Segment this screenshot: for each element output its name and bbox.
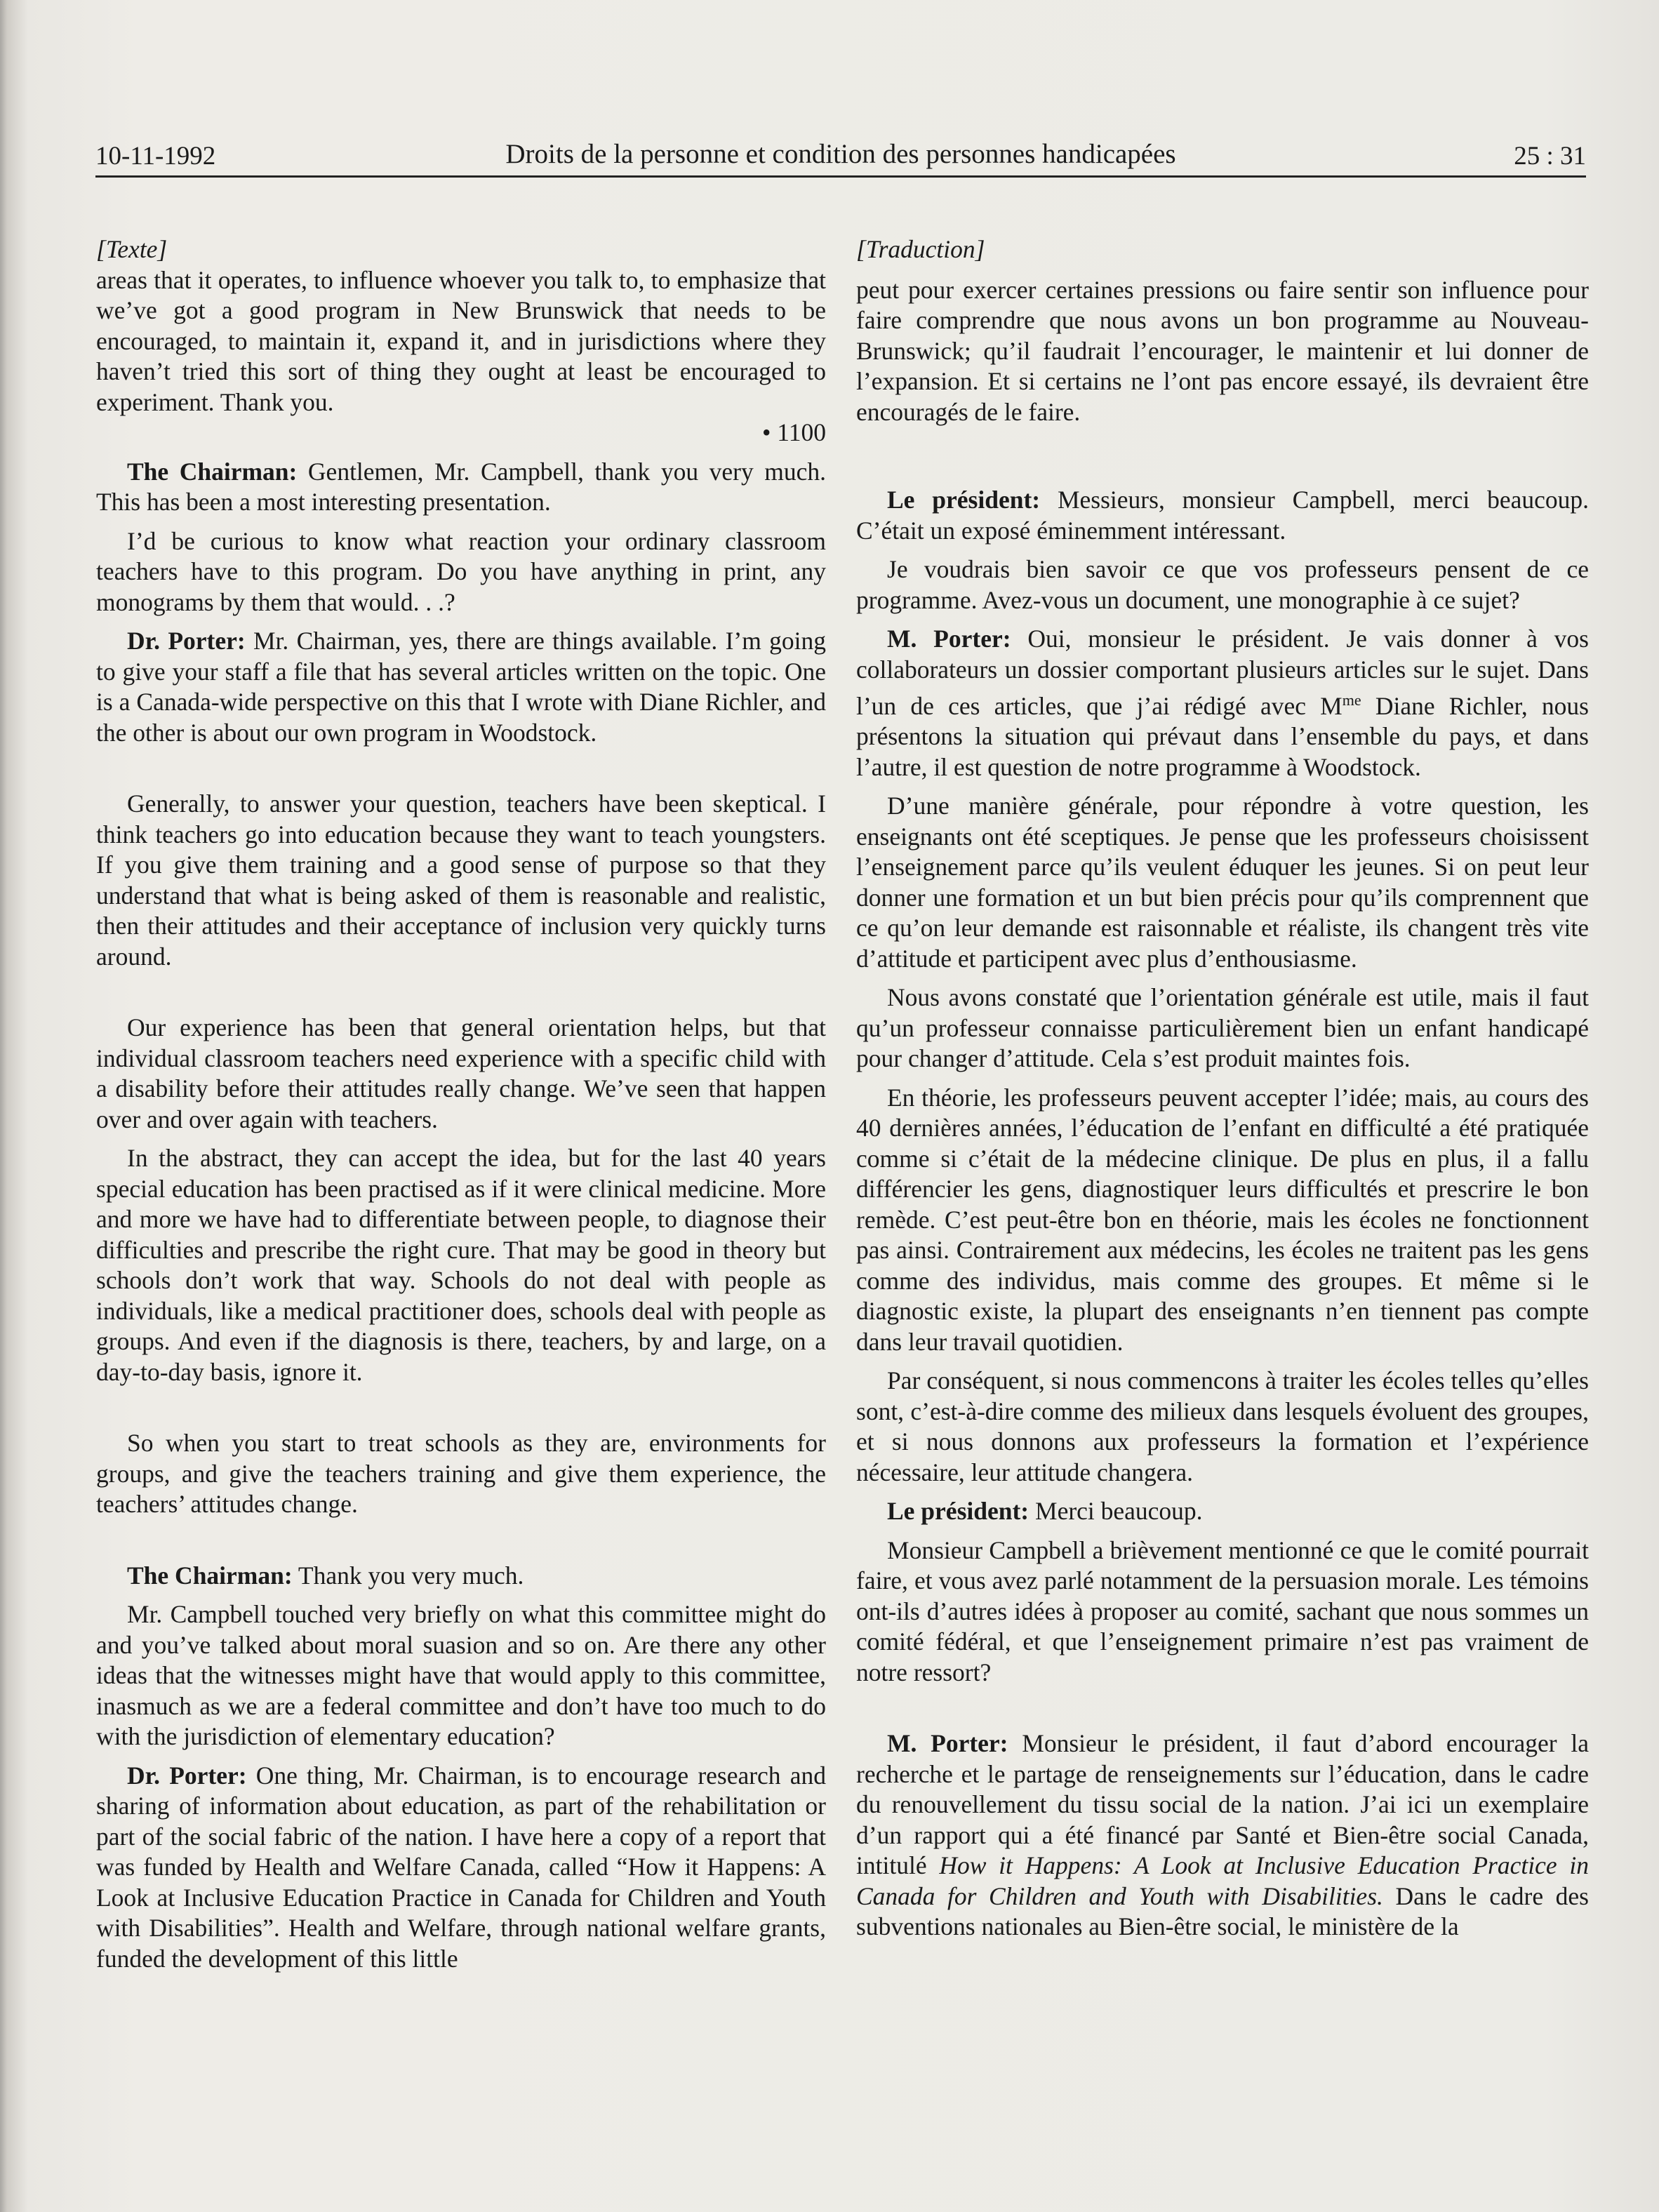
paragraph [96, 457, 826, 518]
speech-text: Diane Richler, nous présentons la situation qui prévaut dans l’ensemble du pays, et dans l’autre, il est question de notre programme à Woodstock. [856, 691, 1589, 781]
speech-text: Oui, monsieur le président. Je vais donner à vos collaborateurs un dossier comportant plusieurs articles sur le sujet. Dans l’un de ces articles, que j’ai rédigé avec M [856, 625, 1589, 720]
paragraph: D’une manière générale, pour répondre à votre question, les enseignants ont été sceptiques. Je pense que les professeurs choisissent l’enseignement parce qu’ils veulent éduquer les jeunes. Si on peut leur donner une formation et un but bien précis pour qu’ils comprennent que ce qu’on leur demande est raisonnable et réaliste, ils changent très vite d’attitude et participent avec plus d’enthousiasme. [856, 792, 1589, 973]
time-marker: • 1100 [762, 418, 826, 446]
paragraph [856, 624, 1589, 782]
header-date: 10-11-1992 [95, 142, 216, 171]
speaker-name: Dr. Porter: [127, 1761, 247, 1790]
speaker-name: Le président: [887, 1497, 1030, 1526]
speaker-name: The Chairman: [127, 457, 298, 486]
paragraph: Par conséquent, si nous commencons à traiter les écoles telles qu’elles sont, c’est-à-dire comme des milieux dans lesquels évoluent des groupes, et si nous donnons aux professeurs la formation et l’expérience nécessaire, leur attitude changera. [856, 1366, 1589, 1486]
section-tag-text: [Traduction] [856, 235, 985, 263]
paragraph: En théorie, les professeurs peuvent accepter l’idée; mais, au cours des 40 dernières années, l’éducation de l’enfant en difficulté a été pratiquée comme si c’était de la médecine clinique. De plus en plus, il a fallu différencier les gens, diagnostiquer leurs difficultés et prescrire le bon remède. C’est peut-être bon en théorie, mais les écoles ne fonctionnent pas ainsi. Contrairement aux médecins, les écoles ne traitent pas les gens comme des individus, mais comme des groupes. Et même si le diagnostic existe, la plupart des enseignants n’en tiennent pas compte dans leur travail quotidien. [856, 1083, 1589, 1356]
speaker-name: The Chairman: [127, 1561, 293, 1590]
paragraph: So when you start to treat schools as they are, environments for groups, and give the teachers training and give them experience, the teachers’ attitudes change. [96, 1429, 826, 1518]
header-page-number: 25 : 31 [1514, 142, 1586, 171]
paragraph: areas that it operates, to influence whoever you talk to, to emphasize that we’ve got a good program in New Brunswick that needs to be encouraged, to maintain it, expand it, and in jurisdictions where they haven’t tried this sort of thing they ought at least be encouraged to experiment. Thank you. [96, 265, 826, 416]
report-title: How it Happens: A Look at Inclusive Education Practice in Canada for Children and Youth with Disabilities. [856, 1851, 1589, 1910]
speaker-name: M. Porter: [887, 1729, 1008, 1758]
speech-text: Dans le cadre des subventions nationales au Bien-être social, le ministère de la [856, 1881, 1589, 1941]
speech-text: Merci beaucoup. [1029, 1497, 1203, 1526]
paragraph [856, 1728, 1589, 1943]
french-column [856, 234, 1589, 1943]
speech-text: Monsieur le président, il faut d’abord encourager la recherche et le partage de renseignements sur l’éducation, dans le cadre du renouvellement du tissu social de la nation. J’ai ici un exemplaire d’un rapport qui a été financé par Santé et Bien-être social Canada, intitulé [856, 1729, 1589, 1880]
paragraph: Je voudrais bien savoir ce que vos professeurs pensent de ce programme. Avez-vous un document, une monographie à ce sujet? [856, 555, 1589, 614]
paragraph: peut pour exercer certaines pressions ou faire sentir son influence pour faire comprendre que nous avons un bon programme au Nouveau-Brunswick; qu’il faudrait l’encourager, le maintenir et lui donner de l’expansion. Et si certains ne l’ont pas encore essayé, ils devraient être encouragés de le faire. [856, 275, 1589, 426]
paragraph: Monsieur Campbell a brièvement mentionné ce que le comité pourrait faire, et vous avez parlé notamment de la persuasion morale. Les témoins ont-ils d’autres idées à proposer au comité, sachant que nous sommes un comité fédéral, et que l’enseignement primaire n’est pas vraiment de notre ressort? [856, 1535, 1589, 1686]
speech-text: Gentlemen, Mr. Campbell, thank you very much. This has been a most interesting presentation. [96, 457, 826, 516]
paragraph: Generally, to answer your question, teachers have been skeptical. I think teachers go into education because they want to teach youngsters. If you give them training and a good sense of purpose so that they understand that what is being asked of them is reasonable and realistic, then their attitudes and their acceptance of inclusion very quickly turns around. [96, 789, 826, 971]
header-title: Droits de la personne et condition des personnes handicapées [505, 139, 1176, 169]
speech-text: Thank you very much. [292, 1561, 524, 1590]
speech-text: Mr. Chairman, yes, there are things available. I’m going to give your staff a file that has several articles written on the topic. One is a Canada-wide perspective on this that I wrote with Diane Richler, and the other is about our own program in Woodstock. [96, 627, 826, 747]
speaker-name: M. Porter: [887, 625, 1011, 653]
paragraph [96, 1761, 826, 1975]
page-header [95, 139, 1586, 178]
speech-text: Messieurs, monsieur Campbell, merci beaucoup. C’était un exposé éminemment intéressant. [856, 486, 1589, 545]
speaker-name: Le président: [887, 486, 1041, 514]
paragraph [96, 1561, 826, 1592]
english-column [96, 234, 826, 1974]
section-tag-text: [Texte] [96, 235, 168, 263]
paragraph: I’d be curious to know what reaction your ordinary classroom teachers have to this program. Do you have anything in print, any monograms by them that would. . .? [96, 526, 826, 616]
paragraph: Nous avons constaté que l’orientation générale est utile, mais il faut qu’un professeur connaisse particulièrement bien un enfant handicapé pour changer d’attitude. Cela s’est produit maintes fois. [856, 983, 1589, 1073]
paragraph: In the abstract, they can accept the idea, but for the last 40 years special education has been practised as if it were clinical medicine. More and more we have had to differentiate between people, to diagnose their difficulties and prescribe the right cure. That may be good in theory but schools don’t work that way. Schools do not deal with people as individuals, like a medical practitioner does, schools deal with people as groups. And even if the diagnosis is there, teachers, by and large, on a day-to-day basis, ignore it. [96, 1144, 826, 1386]
speaker-name: Dr. Porter: [127, 627, 246, 655]
superscript: me [1342, 691, 1361, 709]
paragraph [96, 626, 826, 748]
paragraph [856, 485, 1589, 546]
speech-text: One thing, Mr. Chairman, is to encourage research and sharing of information about education, as part of the rehabilitation or part of the social fabric of the nation. I have here a copy of a report that was funded by Health and Welfare Canada, called “How it Happens: A Look at Inclusive Education Practice in Canada for Children and Youth with Disabilities”. Health and Welfare, through national welfare grants, funded the development of this little [96, 1761, 826, 1973]
paragraph: Mr. Campbell touched very briefly on what this committee might do and you’ve talked about moral suasion and so on. Are there any other ideas that the witnesses might have that would apply to this committee, inasmuch as we are a federal committee and don’t have too much to do with the jurisdiction of elementary education? [96, 1600, 826, 1750]
paragraph [856, 1496, 1589, 1527]
paragraph: Our experience has been that general orientation helps, but that individual classroom teachers need experience with a specific child with a disability before their attitudes really change. We’ve seen that happen over and over again with teachers. [96, 1013, 826, 1133]
